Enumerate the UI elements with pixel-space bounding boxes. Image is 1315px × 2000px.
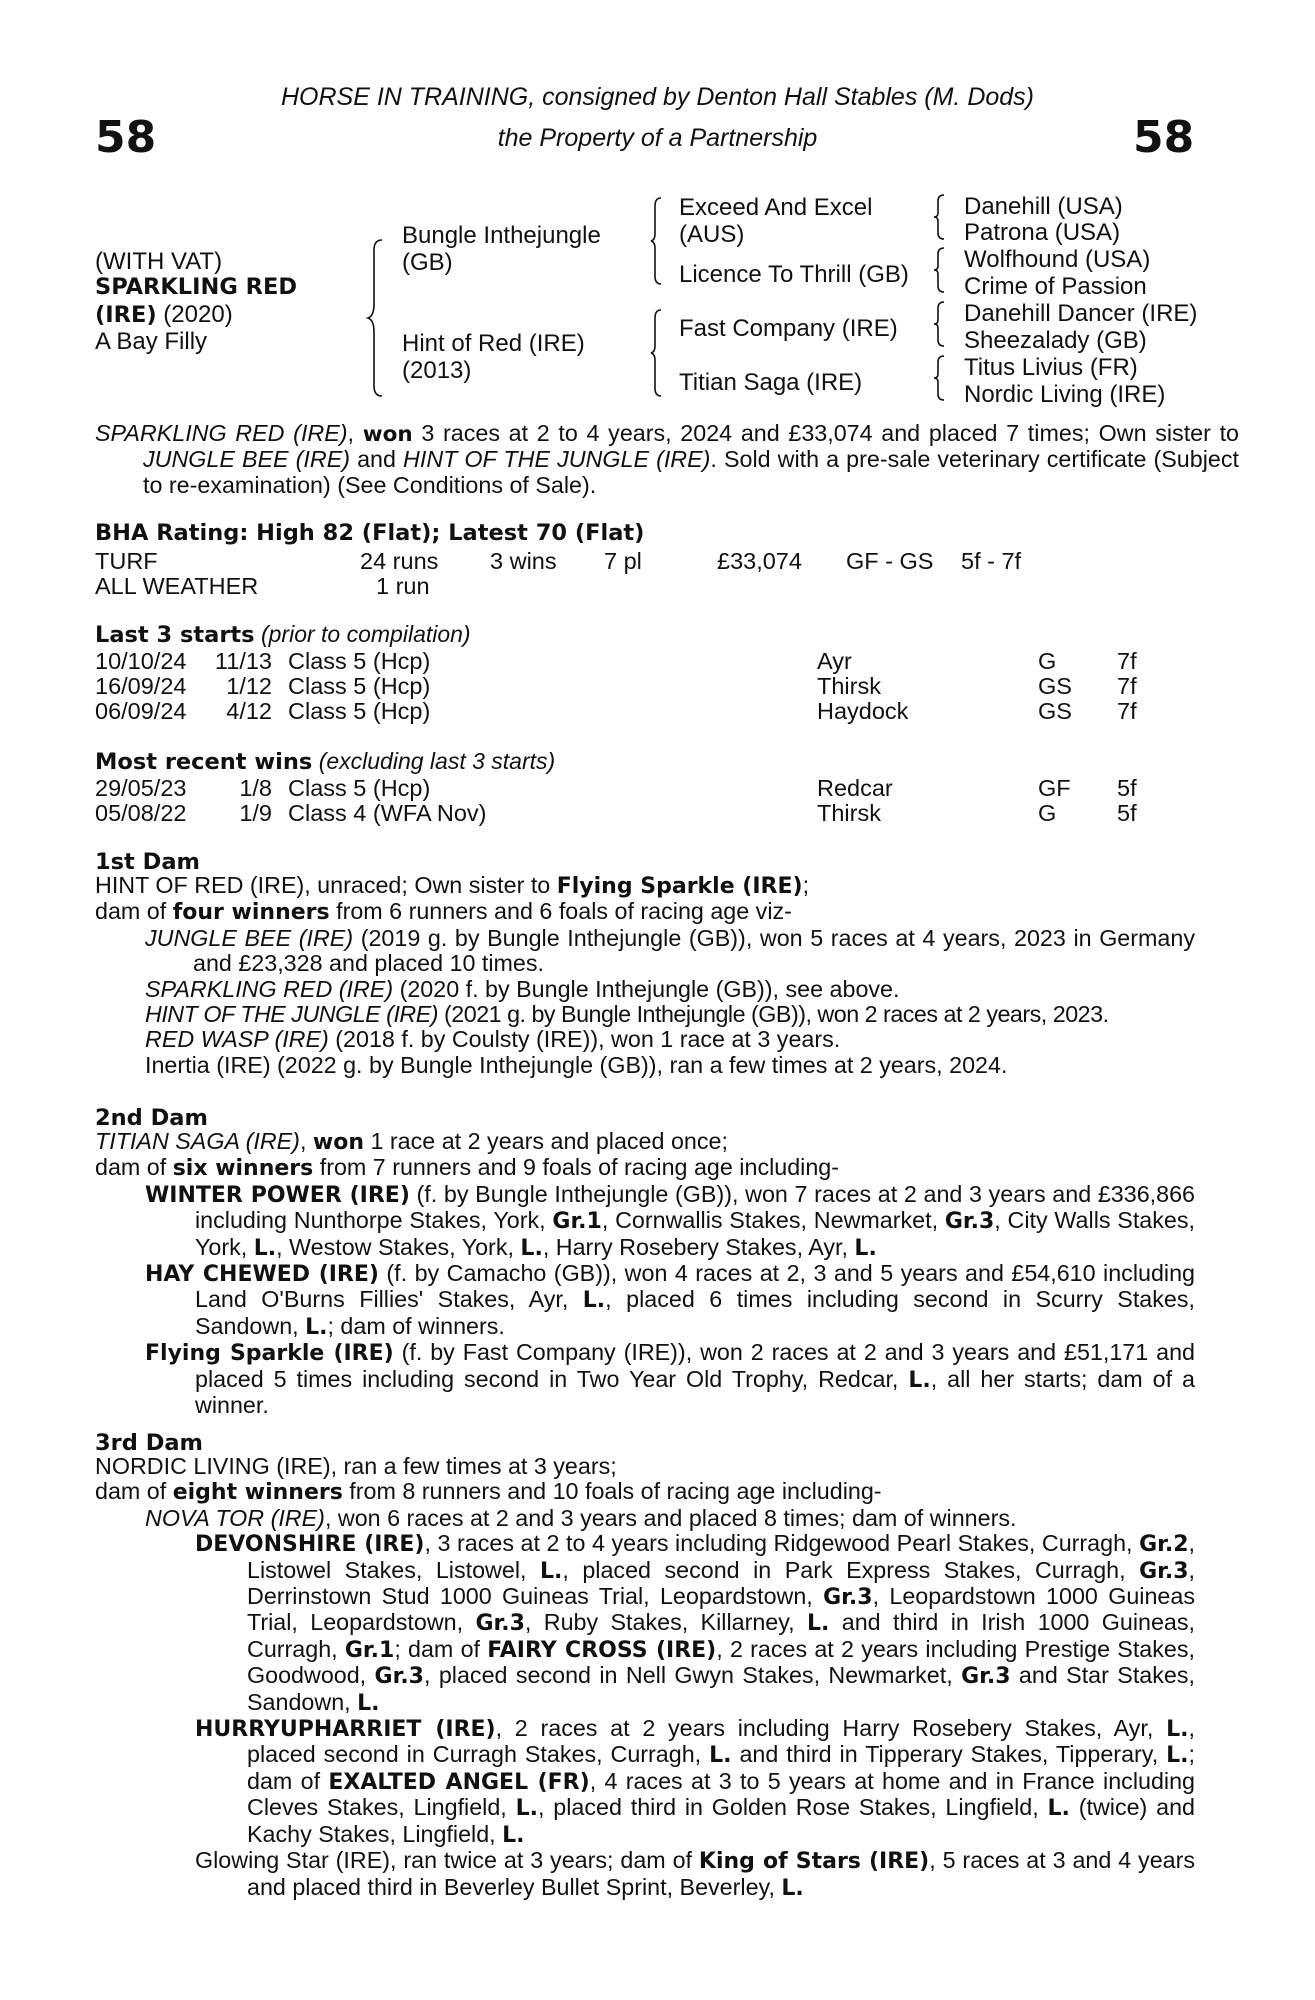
- turf-runs: 24 runs: [360, 548, 439, 574]
- pedigree-brace-sire: [651, 196, 663, 286]
- gen4-3: Wolfhound (USA): [964, 246, 1151, 273]
- recent-wins-title: Most recent wins (excluding last 3 starts): [95, 748, 556, 775]
- turf-placed: 7 pl: [604, 548, 642, 574]
- pedigree-brace-main: [368, 238, 384, 398]
- pedigree-brace-g4: [934, 354, 946, 402]
- last-start-cls-3: Class 5 (Hcp): [288, 698, 431, 724]
- last-start-dist-1: 7f: [1117, 648, 1137, 674]
- last-start-course-1: Ayr: [817, 648, 852, 674]
- last-start-pos-1: 11/13: [214, 648, 272, 674]
- recent-win-course-1: Redcar: [817, 775, 893, 801]
- last-start-dist-2: 7f: [1117, 673, 1137, 699]
- recent-win-dist-1: 5f: [1117, 775, 1137, 801]
- progeny-flying-sparkle: Flying Sparkle (IRE) (f. by Fast Company (IRE)), won 2 races at 2 and 3 years and £51,171 and placed 5 times including second in Two Year Old Trophy, Redcar, L., all her starts; dam of a winner.: [145, 1339, 1195, 1419]
- third-dam-title: 3rd Dam: [95, 1430, 203, 1456]
- progeny-nova-tor: NOVA TOR (IRE), won 6 races at 2 and 3 years and placed 8 times; dam of winners.: [145, 1504, 1017, 1531]
- pedigree-brace-g1: [934, 193, 946, 241]
- lot-number-left: 58: [95, 112, 157, 163]
- turf-label: TURF: [95, 548, 158, 574]
- pedigree-brace-g3: [934, 300, 946, 348]
- second-dam-title: 2nd Dam: [95, 1105, 208, 1131]
- horse-name: SPARKLING RED: [95, 274, 298, 300]
- gen4-5: Danehill Dancer (IRE): [964, 300, 1198, 327]
- last-start-date-3: 06/09/24: [95, 698, 187, 724]
- recent-win-date-2: 05/08/22: [95, 800, 187, 826]
- last-start-cls-1: Class 5 (Hcp): [288, 648, 431, 674]
- first-dam-block: HINT OF RED (IRE), unraced; Own sister to Flying Sparkle (IRE); dam of four winners from 6 runners and 6 foals of racing age viz- JUNGLE BEE (IRE) (2019 g. by Bungle Inthejungle (GB)), won 5 races at 4 years, 2023 in Germany and £23,328 and placed 10 times. SPARKLING RED (IRE) (2020 f. by Bungle Inthejungle (GB)), see above. HINT OF THE JUNGLE (IRE) (2021 g. by Bungle Inthejungle (GB)), won 2 races at 2 years, 2023. RED WASP (IRE) (2018 f. by Coulsty (IRE)), won 1 race at 3 years. Inertia (IRE) (2022 g. by Bungle Inthejungle (GB)), ran a few times at 2 years, 2024.: [95, 872, 1195, 1078]
- progeny-jungle-bee: JUNGLE BEE (IRE) (2019 g. by Bungle Inthejungle (GB)), won 5 races at 4 years, 2023 in Germany and £23,328 and placed 10 times.: [145, 924, 1195, 977]
- dam-sire-name: Fast Company (IRE): [679, 315, 898, 342]
- gen4-6: Sheezalady (GB): [964, 327, 1147, 354]
- summary-paragraph: SPARKLING RED (IRE), won 3 races at 2 to 4 years, 2024 and £33,074 and placed 7 times; Own sister to JUNGLE BEE (IRE) and HINT OF THE JUNGLE (IRE). Sold with a pre-sale veterinary certificate (Subject to re-examination) (See Conditions of Sale).: [95, 420, 1240, 498]
- lot-number-right: 58: [1133, 112, 1195, 163]
- last-start-course-2: Thirsk: [817, 673, 881, 699]
- progeny-devonshire: DEVONSHIRE (IRE), 3 races at 2 to 4 years including Ridgewood Pearl Stakes, Curragh, Gr.2, Listowel Stakes, Listowel, L., placed second in Park Express Stakes, Curragh, Gr.3, Derrinstown Stud 1000 Guineas Trial, Leopardstown, Gr.3, Leopardstown 1000 Guineas Trial, Leopardstown, Gr.3, Ruby Stakes, Killarney, L. and third in Irish 1000 Guineas, Curragh, Gr.1; dam of FAIRY CROSS (IRE), 2 races at 2 years including Prestige Stakes, Goodwood, Gr.3, placed second in Nell Gwyn Stakes, Newmarket, Gr.3 and Star Stakes, Sandown, L.: [195, 1530, 1195, 1716]
- dam-name: Hint of Red (IRE): [402, 330, 585, 357]
- progeny-red-wasp: RED WASP (IRE) (2018 f. by Coulsty (IRE)), won 1 race at 3 years.: [145, 1026, 841, 1053]
- pedigree-brace-dam: [651, 308, 663, 398]
- sire-name: Bungle Inthejungle: [402, 222, 601, 249]
- sire-origin: (GB): [402, 249, 453, 276]
- sire-dam-name: Licence To Thrill (GB): [679, 261, 909, 288]
- gen4-4: Crime of Passion: [964, 273, 1147, 300]
- gen4-2: Patrona (USA): [964, 219, 1121, 246]
- progeny-sparkling-red: SPARKLING RED (IRE) (2020 f. by Bungle Inthejungle (GB)), see above.: [145, 975, 900, 1002]
- recent-win-going-2: G: [1038, 800, 1057, 826]
- dam-year: (2013): [402, 357, 472, 384]
- first-dam-title: 1st Dam: [95, 849, 200, 875]
- dam-dam-name: Titian Saga (IRE): [679, 369, 863, 396]
- progeny-hurryupharriet: HURRYUPHARRIET (IRE), 2 races at 2 years including Harry Rosebery Stakes, Ayr, L., placed second in Curragh Stakes, Curragh, L. and third in Tipperary Stakes, Tipperary, L.; dam of EXALTED ANGEL (FR), 4 races at 3 to 5 years at home and in France including Cleves Stakes, Lingfield, L., placed third in Golden Rose Stakes, Lingfield, L. (twice) and Kachy Stakes, Lingfield, L.: [195, 1715, 1195, 1848]
- recent-win-dist-2: 5f: [1117, 800, 1137, 826]
- recent-win-cls-1: Class 5 (Hcp): [288, 775, 431, 801]
- last-start-going-2: GS: [1038, 673, 1072, 699]
- progeny-hay-chewed: HAY CHEWED (IRE) (f. by Camacho (GB)), won 4 races at 2, 3 and 5 years and £54,610 including Land O'Burns Fillies' Stakes, Ayr, L., placed 6 times including second in Scurry Stakes, Sandown, L.; dam of winners.: [145, 1260, 1196, 1340]
- sire-sire-origin: (AUS): [679, 221, 745, 248]
- horse-name-line2: (IRE) (2020): [95, 301, 233, 328]
- consignor-line: HORSE IN TRAINING, consigned by Denton Hall Stables (M. Dods): [280, 83, 1035, 111]
- turf-wins: 3 wins: [490, 548, 557, 574]
- last-starts-title: Last 3 starts (prior to compilation): [95, 621, 471, 648]
- last-start-going-3: GS: [1038, 698, 1072, 724]
- last-start-cls-2: Class 5 (Hcp): [288, 673, 431, 699]
- property-line: the Property of a Partnership: [497, 124, 818, 152]
- gen4-7: Titus Livius (FR): [964, 354, 1138, 381]
- last-start-date-1: 10/10/24: [95, 648, 187, 674]
- last-start-date-2: 16/09/24: [95, 673, 187, 699]
- third-dam-block: NORDIC LIVING (IRE), ran a few times at 3 years; dam of eight winners from 8 runners and 10 foals of racing age including- NOVA TOR (IRE), won 6 races at 2 and 3 years and placed 8 times; dam of winners. DEVONSHIRE (IRE), 3 races at 2 to 4 years including Ridgewood Pearl Stakes, Curragh, Gr.2, Listowel Stakes, Listowel, L., placed second in Park Express Stakes, Curragh, Gr.3, Derrinstown Stud 1000 Guineas Trial, Leopardstown, Gr.3, Leopardstown 1000 Guineas Trial, Leopardstown, Gr.3, Ruby Stakes, Killarney, L. and third in Irish 1000 Guineas, Curragh, Gr.1; dam of FAIRY CROSS (IRE), 2 races at 2 years including Prestige Stakes, Goodwood, Gr.3, placed second in Nell Gwyn Stakes, Newmarket, Gr.3 and Star Stakes, Sandown, L. HURRYUPHARRIET (IRE), 2 races at 2 years including Harry Rosebery Stakes, Ayr, L., placed second in Curragh Stakes, Curragh, L. and third in Tipperary Stakes, Tipperary, L.; dam of EXALTED ANGEL (FR), 4 races at 3 to 5 years at home and in France including Cleves Stakes, Lingfield, L., placed third in Golden Rose Stakes, Lingfield, L. (twice) and Kachy Stakes, Lingfield, L. Glowing Star (IRE), ran twice at 3 years; dam of King of Stars (IRE), 5 races at 3 and 4 years and placed third in Beverley Bullet Sprint, Beverley, L.: [95, 1453, 1196, 1901]
- last-start-pos-3: 4/12: [226, 698, 272, 724]
- turf-going: GF - GS: [846, 548, 934, 574]
- turf-prize: £33,074: [717, 548, 802, 574]
- progeny-inertia: Inertia (IRE) (2022 g. by Bungle Inthejungle (GB)), ran a few times at 2 years, 2024.: [145, 1051, 1008, 1078]
- horse-description: A Bay Filly: [95, 328, 208, 355]
- bha-rating-title: BHA Rating: High 82 (Flat); Latest 70 (Flat): [95, 520, 645, 546]
- second-dam-block: TITIAN SAGA (IRE), won 1 race at 2 years and placed once; dam of six winners from 7 runners and 9 foals of racing age including- WINTER POWER (IRE) (f. by Bungle Inthejungle (GB)), won 7 races at 2 and 3 years and £336,866 including Nunthorpe Stakes, York, Gr.1, Cornwallis Stakes, Newmarket, Gr.3, City Walls Stakes, York, L., Westow Stakes, York, L., Harry Rosebery Stakes, Ayr, L. HAY CHEWED (IRE) (f. by Camacho (GB)), won 4 races at 2, 3 and 5 years and £54,610 including Land O'Burns Fillies' Stakes, Ayr, L., placed 6 times including second in Scurry Stakes, Sandown, L.; dam of winners. Flying Sparkle (IRE) (f. by Fast Company (IRE)), won 2 races at 2 and 3 years and £51,171 and placed 5 times including second in Two Year Old Trophy, Redcar, L., all her starts; dam of a winner.: [95, 1128, 1196, 1419]
- aw-runs: 1 run: [376, 573, 430, 599]
- last-start-going-1: G: [1038, 648, 1057, 674]
- progeny-winter-power: WINTER POWER (IRE) (f. by Bungle Inthejungle (GB)), won 7 races at 2 and 3 years and £336,866 including Nunthorpe Stakes, York, Gr.1, Cornwallis Stakes, Newmarket, Gr.3, City Walls Stakes, York, L., Westow Stakes, York, L., Harry Rosebery Stakes, Ayr, L.: [145, 1180, 1195, 1261]
- sire-sire-name: Exceed And Excel: [679, 194, 873, 221]
- gen4-8: Nordic Living (IRE): [964, 381, 1166, 408]
- progeny-hint-of-the-jungle: HINT OF THE JUNGLE (IRE) (2021 g. by Bungle Inthejungle (GB)), won 2 races at 2 years, 2023.: [145, 1001, 1109, 1028]
- recent-win-going-1: GF: [1038, 775, 1071, 801]
- last-start-dist-3: 7f: [1117, 698, 1137, 724]
- last-start-course-3: Haydock: [817, 698, 909, 724]
- recent-win-date-1: 29/05/23: [95, 775, 187, 801]
- aw-label: ALL WEATHER: [95, 573, 259, 599]
- last-start-pos-2: 1/12: [226, 673, 272, 699]
- recent-win-pos-1: 1/8: [239, 775, 272, 801]
- pedigree-brace-g2: [934, 246, 946, 294]
- progeny-glowing-star: Glowing Star (IRE), ran twice at 3 years; dam of King of Stars (IRE), 5 races at 3 and 4 years and placed third in Beverley Bullet Sprint, Beverley, L.: [195, 1847, 1196, 1901]
- recent-win-cls-2: Class 4 (WFA Nov): [288, 800, 487, 826]
- vat-note: (WITH VAT): [95, 248, 223, 275]
- recent-win-pos-2: 1/9: [239, 800, 272, 826]
- recent-win-course-2: Thirsk: [817, 800, 881, 826]
- turf-distance: 5f - 7f: [961, 548, 1022, 574]
- gen4-1: Danehill (USA): [964, 193, 1123, 220]
